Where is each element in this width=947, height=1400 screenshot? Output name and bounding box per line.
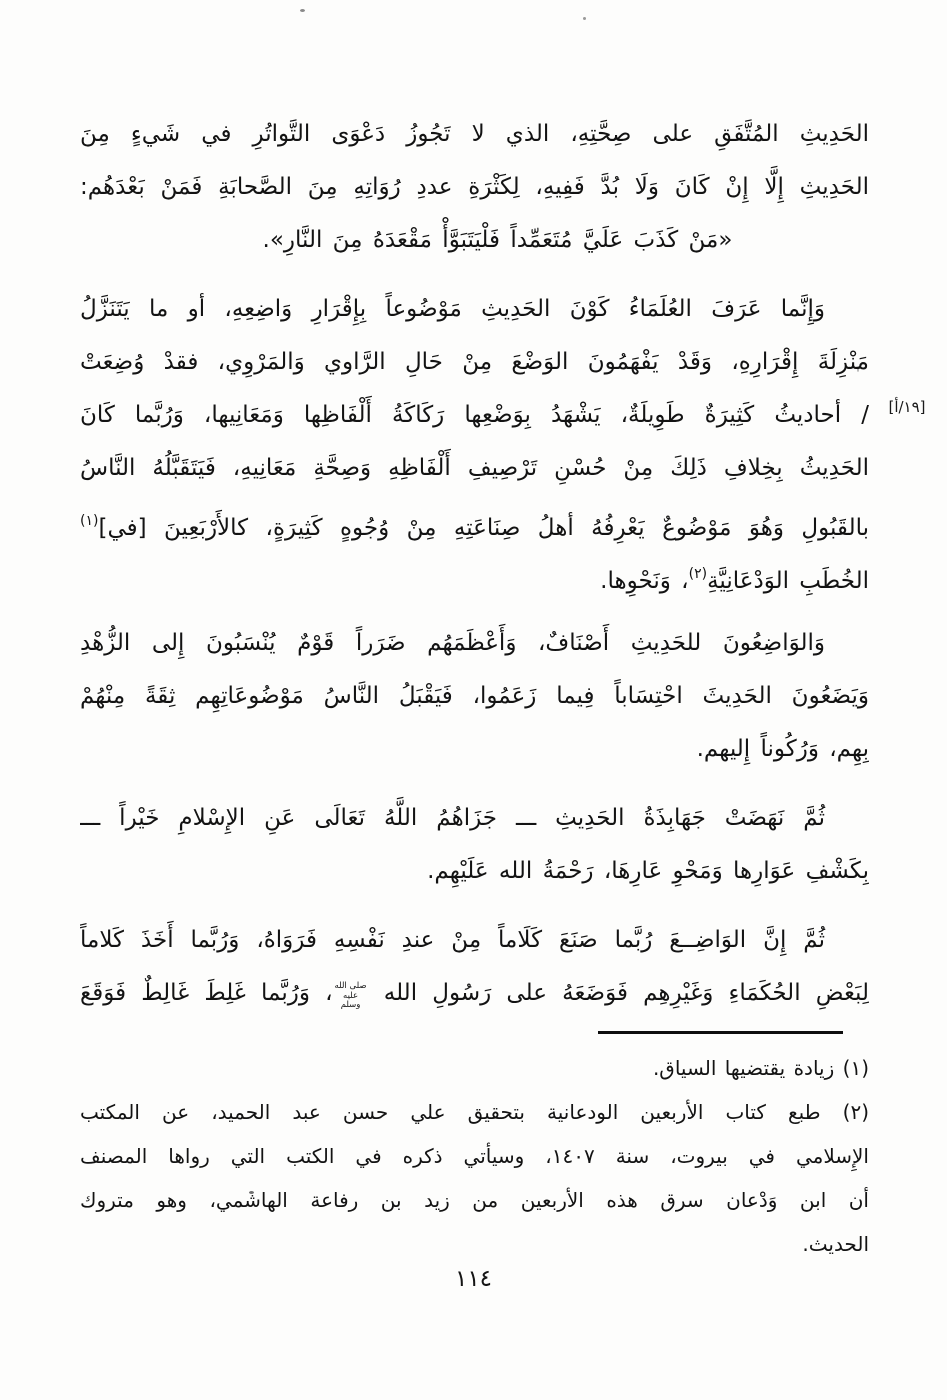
body-line: ثُمَّ نَهَضَتْ جَهَابِذَةُ الحَدِيثِ ـــ جَزَاهُمُ اللَّهُ تَعَالَى عَنِ الإِسْلامِ خَيْراً ـــ <box>80 805 825 831</box>
paragraph <box>80 792 869 898</box>
sallallahu-alayhi-wasallam-mark: صلى الله عليه وسلم <box>334 981 367 1010</box>
footnotes-block <box>80 1046 869 1266</box>
body-line: ثُمَّ إِنَّ الوَاضِــعَ رُبَّما صَنَعَ كَلَاماً مِنْ عندِ نَفْسِهِ فَرَوَاهُ، وَرُبَّما أَخَذَ كَلاماً <box>80 927 825 953</box>
scan-speck <box>300 9 305 12</box>
paragraph <box>80 283 869 601</box>
body-line <box>80 967 869 1020</box>
footnote-separator-rule <box>598 1031 843 1034</box>
body-line <box>80 548 869 601</box>
body-line: وَيَضَعُونَ الحَدِيثَ احْتِسَاباً فِيما زَعَمُوا، فَيَقْبَلُ النَّاسُ مَوْضُوعَاتِهِم ثِقَةً مِنْهُمْ <box>80 683 869 709</box>
body-line-text: ، وَرُبَّما غَلِطَ غَالِطٌ فَوَقَعَ <box>80 980 333 1006</box>
footnote-line: (١) زيادة يقتضيها السياق. <box>652 1056 869 1080</box>
scan-speck <box>583 17 586 20</box>
footnote-ref-1: (١) <box>80 513 99 529</box>
body-line: الحَدِيثِ المُتَّفَقِ على صِحَّتِهِ، الذي لا تَجُوزُ دَعْوَى التَّواتُرِ في شَيءٍ مِنَ <box>80 121 869 147</box>
body-line-text: الخُطَبِ الوَدْعَانِيَّةِ <box>707 568 869 594</box>
footnote-line: (٢) طبع كتاب الأربعين الودعانية بتحقيق علي حسن عبد الحميد، عن المكتب <box>80 1100 869 1124</box>
folio-margin-note: [١٩/أ] <box>888 398 926 416</box>
footnote-line: الإِسلامي في بيروت، سنة ١٤٠٧، وسيأتي ذكره في الكتب التي رواها المصنف <box>80 1144 869 1168</box>
body-line-text: لِبَعْضِ الحُكَمَاءِ وَغَيْرِهِم فَوَضَعَهُ على رَسُولِ الله <box>383 980 869 1006</box>
paragraph <box>80 914 869 1020</box>
body-line: الحَدِيثُ بِخِلافِ ذَلِكَ مِنْ حُسْنِ تَرْصِيفِ أَلْفَاظِهِ وَصِحَّةِ مَعَانِيهِ، فَيَتَقَبَّلُهُ النَّاسُ <box>80 455 869 481</box>
footnote-ref-2: (٢) <box>688 566 708 582</box>
body-line <box>80 495 869 548</box>
body-line: مَنْزِلَةَ إِقْرَارِهِ، وَقَدْ يَفْهَمُونَ الوَضْعَ مِنْ حَالِ الرَّاوي وَالمَرْوِي، فقدْ وُضِعَتْ <box>80 349 869 375</box>
text-column <box>80 108 869 1266</box>
body-line-text: ، وَنَحْوِها. <box>600 568 689 594</box>
paragraph <box>80 617 869 776</box>
page-number: ١١٤ <box>454 1266 493 1292</box>
paragraph <box>80 108 869 267</box>
hadith-quote-line: «مَنْ كَذَبَ عَلَيَّ مُتَعَمِّداً فَلْيَتَبَوَّأْ مَقْعَدَهُ مِنَ النَّارِ». <box>262 227 733 253</box>
body-line: بِهِم، وَرُكُوناً إِليهم. <box>696 736 869 762</box>
footnote-line: أن ابن وَدْعان سرق هذه الأربعين من زيد بن رفاعة الهاشمي، وهو متروك <box>80 1188 869 1212</box>
body-line: وَالوَاضِعُونَ للحَدِيثِ أَصْنَافٌ، وَأَعْظَمَهُم ضَرَراً قَوْمٌ يُنْسَبُونَ إِلى الزُّهْدِ <box>80 630 825 656</box>
footnote-line: الحديث. <box>802 1232 869 1256</box>
body-line-text: بالقَبُولِ وَهُوَ مَوْضُوعٌ يَعْرِفُهُ أهلُ صِنَاعَتِهِ مِنْ وُجُوهٍ كَثِيرَةٍ، كالأَرْبَعِينَ [في] <box>98 515 869 541</box>
body-line: وَإِنَّما عَرَفَ العُلَمَاءُ كَوْنَ الحَدِيثِ مَوْضُوعاً بِإِقْرَارِ وَاضِعِهِ، أو ما يَتَنَزَّلُ <box>80 296 825 322</box>
body-line: / أحاديثُ كَثِيرَةٌ طَوِيلَةٌ، يَشْهَدُ بِوَضْعِها رَكَاكَةُ أَلْفَاظِها وَمَعَانِيها، وَرُبَّما كَانَ <box>80 402 869 428</box>
body-line: بِكَشْفِ عَوَارِها وَمَحْوِ عَارِهَا، رَحْمَةُ الله عَلَيْهِم. <box>427 858 869 884</box>
body-line: الحَدِيثِ إِلَّا إِنْ كَانَ وَلَا بُدَّ فَفِيهِ، لِكَثْرَةِ عددِ رُوَاتِهِ مِنَ الصَّحابَةِ فَمَنْ بَعْدَهُم: <box>80 174 869 200</box>
